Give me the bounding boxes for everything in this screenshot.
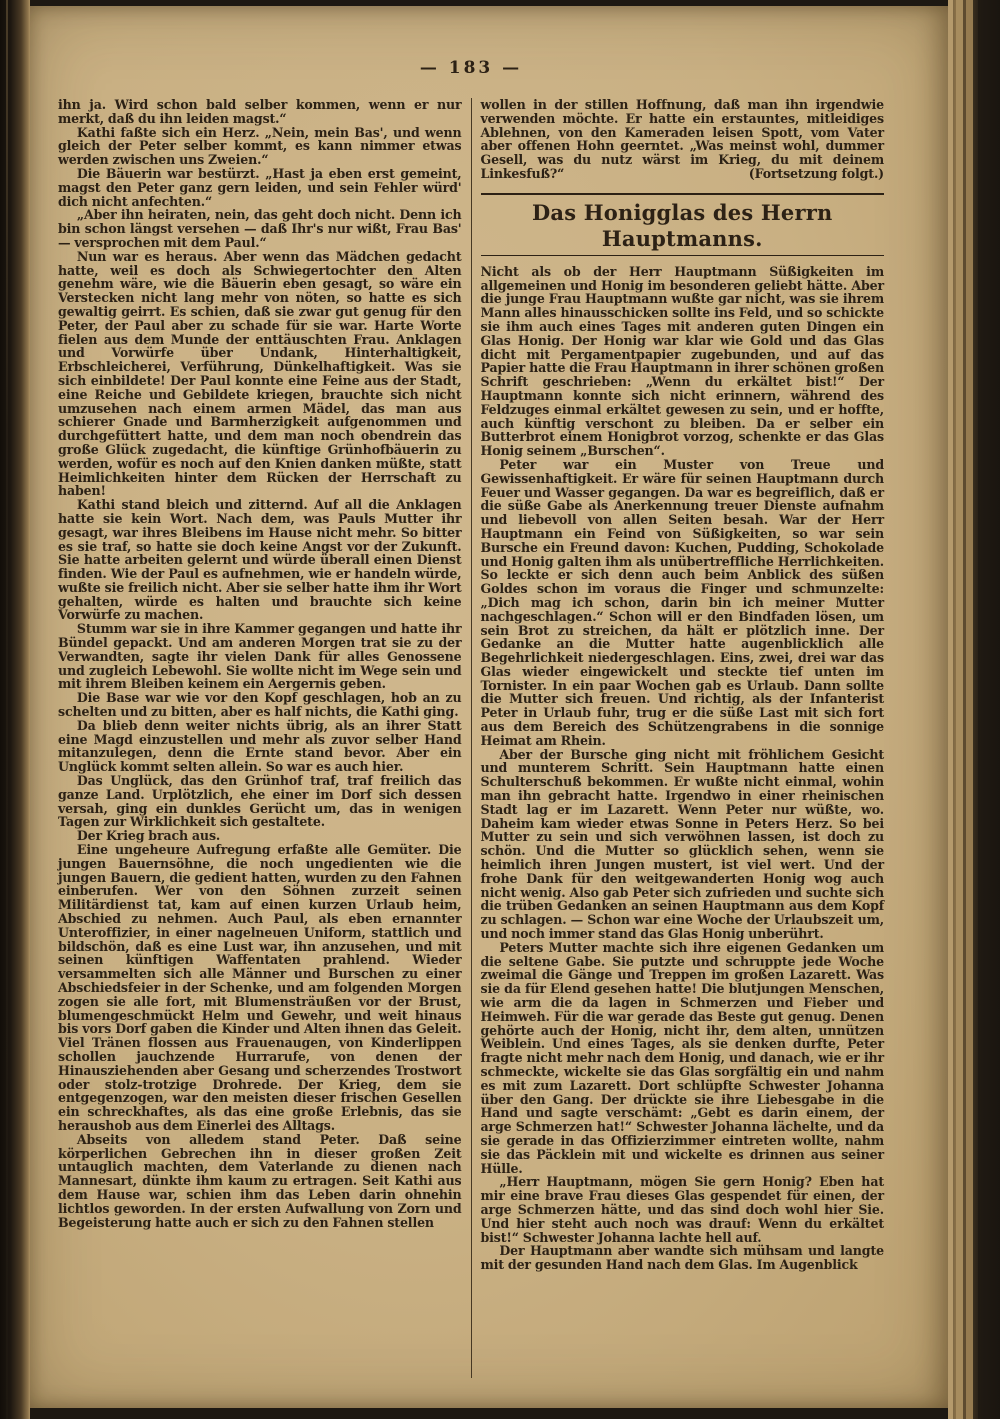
paragraph: „Aber ihn heiraten, nein, das geht doch nicht. Denn ich bin schon längst versehen — daß Ihr's nur wißt, Frau Bas' — versprochen mit dem Paul.“ [58, 207, 462, 250]
paragraph: Peter war ein Muster von Treue und Gewissenhaftigkeit. Er wäre für seinen Hauptmann durch Feuer und Wasser gegangen. Da war es begreiflich, daß er die süße Gabe als Anerkennung treuer Dienste aufnahm und liebevoll von allen Seiten besah. War der Herr Hauptmann ein Feind von Süßigkeiten, so war sein Bursche ein Freund davon: Kuchen, Pudding, Schokolade und Honig galten ihm als unübertreffliche Herrlichkeiten. So leckte er sich denn auch beim Anblick des süßen Goldes schon im voraus die Finger und schmunzelte: „Dich mag ich schon, darin bin ich meiner Mutter nachgeschlagen.“ Schon will er den Bindfaden lösen, um sein Brot zu streichen, da hält er plötzlich inne. Der Gedanke an die Mutter hatte augenblicklich alle Begehrlichkeit niedergeschlagen. Eins, zwei, drei war das Glas wieder eingewickelt und steckte tief unten im Tornister. In ein paar Wochen gab es Urlaub. Dann sollte die Mutter sich freuen. Und richtig, als der Infanterist Peter in Urlaub fuhr, trug er die süße Last mit sich fort aus dem Bereich des Schützengrabens in die sonnige Heimat am Rhein. [480, 456, 884, 748]
column-divider-rule [471, 98, 472, 1378]
paragraph: Der Krieg brach aus. [76, 828, 221, 844]
paragraph: Eine ungeheure Aufregung erfaßte alle Gemüter. Die jungen Bauernsöhne, die noch ungedienten wie die jungen Bauern, die gedient hatten, wurden zu den Fahnen einberufen. Wer von den Söhnen zurzeit seinen Militärdienst tat, kam auf einen kurzen Urlaub heim, Abschied zu nehmen. Auch Paul, als eben ernannter Unteroffizier, in einer nagelneuen Uniform, stattlich und bildschön, daß es eine Lust war, ihn anzusehen, und mit seinen künftigen Waffentaten prahlend. Wieder versammelten sich alle Männer und Burschen zu einer Abschiedsfeier in der Schenke, und am folgenden Morgen zogen sie alle fort, mit Blumensträußen vor der Brust, blumengeschmückt Helm und Gewehr, und weit hinaus bis vors Dorf gaben die Kinder und Alten ihnen das Geleit. Viel Tränen flossen aus Frauenaugen, von Kinderlippen schollen jauchzende Hurrarufe, von denen der Hinausziehenden aber Gesang und scherzendes Trostwort oder stolz-trotzige Drohrede. Der Krieg, dem sie entgegenzogen, war den meisten dieser frischen Gesellen ein schreckhaftes, als das eine große Erlebnis, das sie heraushob aus dem Einerlei des Alltags. [58, 842, 462, 1133]
heading-rule-top [481, 193, 885, 195]
paragraph: Die Base war wie vor den Kopf geschlagen, hob an zu schelten und zu bitten, aber es half nichts, die Kathi ging. [58, 690, 462, 720]
paper-sheet [28, 6, 948, 1408]
heading-rule-bottom [481, 255, 885, 256]
paragraph: Peters Mutter machte sich ihre eigenen Gedanken um die seltene Gabe. Sie putzte und schruppte jede Woche zweimal die Gänge und Treppen im großen Lazarett. Was sie da für Elend gesehen hatte! Die blutjungen Menschen, wie arm die da lagen in Schmerzen und Fieber und Heimweh. Für die war gerade das Beste gut genug. Denen gehörte auch der Honig, nicht ihr, dem alten, unnützen Weiblein. Und eines Tages, als sie denken durfte, Peter fragte nicht mehr nach dem Honig, und danach, wie er ihr schmeckte, wickelte sie das Glas sorgfältig ein und nahm es mit zum Lazarett. Dort schlüpfte Schwester Johanna über den Gang. Der drückte sie ihre Liebesgabe in die Hand und sagte verschämt: „Gebt es darin einem, der arge Schmerzen hat!“ Schwester Johanna lächelte, und da sie gerade in das Offizierzimmer eintreten wollte, nahm sie das Päcklein mit und wickelte es drinnen aus seiner Hülle. [480, 939, 884, 1176]
continuation-note: (Fortsetzung folgt.) [748, 165, 884, 181]
paragraph: Nicht als ob der Herr Hauptmann Süßigkeiten im allgemeinen und Honig im besonderen geliebt hätte. Aber die junge Frau Hauptmann wußte gar nicht, was sie ihrem Mann alles hinausschicken sollte ins Feld, und so schickte sie ihm auch eines Tages mit anderen guten Dingen ein Glas Honig. Der Honig war klar wie Gold und das Glas dicht mit Pergamentpapier zugebunden, und auf das Papier hatte die Frau Hauptmann in ihrer schönen großen Schrift geschrieben: „Wenn du erkältet bist!“ Der Hauptmann konnte sich nicht erinnern, während des Feldzuges einmal erkältet gewesen zu sein, und er hoffte, auch künftig verschont zu bleiben. Da er selber ein Butterbrot einem Honigbrot vorzog, schenkte er das Glas Honig seinem „Burschen“. [480, 263, 884, 459]
text-block [58, 98, 884, 1378]
story-two-body [481, 265, 885, 1272]
page-number: — 183 — [419, 58, 523, 78]
story-heading: Das Honigglas des Herrn Hauptmanns. [531, 199, 833, 251]
page-fore-edge-stack [948, 0, 1000, 1419]
paragraph: „Herr Hauptmann, mögen Sie gern Honig? Eben hat mir eine brave Frau dieses Glas gespendet für einen, der arge Schmerzen hätte, und das sind doch wohl hier Sie. Und hier steht auch noch was drauf: Wenn du erkältet bist!“ Schwester Johanna lachte hell auf. [480, 1174, 884, 1245]
paragraph: Stumm war sie in ihre Kammer gegangen und hatte ihr Bündel gepackt. Und am anderen Morgen trat sie zu der Verwandten, sagte ihr vielen Dank für alles Genossene und zugleich Lebewohl. Sie wollte nicht im Wege sein und mit ihrem Bleiben keinem ein Aergernis geben. [58, 621, 462, 692]
paragraph: Kathi stand bleich und zitternd. Auf all die Anklagen hatte sie kein Wort. Nach dem, was Pauls Mutter ihr gesagt, war ihres Bleibens im Hause nicht mehr. So bitter es sie traf, so hatte sie doch keine Angst vor der Zukunft. Sie hatte arbeiten gelernt und würde überall einen Dienst finden. Wie der Paul es aufnehmen, wie er handeln würde, wußte sie freilich nicht. Aber sie selber hatte ihm ihr Wort gehalten, würde es halten und brauchte sich keine Vorwürfe zu machen. [58, 497, 462, 623]
paragraph: wollen in der stillen Hoffnung, daß man ihn irgendwie verwenden möchte. Er hatte ein erstauntes, mitleidiges Ablehnen, von den Kameraden leisen Spott, vom Vater aber offenen Hohn geerntet. „Was meinst wohl, dummer Gesell, was du nutz wärst im Krieg, du mit deinem Linkesfuß?“ [480, 97, 884, 181]
two-column-layout [58, 98, 884, 1378]
paragraph: Das Unglück, das den Grünhof traf, traf freilich das ganze Land. Urplötzlich, ehe einer im Dorf sich dessen versah, ging ein dunkles Gerücht um, das in wenigen Tagen zur Wirklichkeit sich gestaltete. [58, 773, 462, 830]
paragraph: Nun war es heraus. Aber wenn das Mädchen gedacht hatte, weil es doch als Schwiegertochter den Alten genehm wäre, wie die Bäuerin eben gesagt, so wäre ein Verstecken nicht lang mehr von nöten, so hatte es sich gewaltig geirrt. Es schien, daß sie zwar gut genug für den Peter, der Paul aber zu schade für sie war. Harte Worte fielen aus dem Munde der enttäuschten Frau. Anklagen und Vorwürfe über Undank, Hinterhaltigkeit, Erbschleicherei, Verführung, Dünkelhaftigkeit. Was sie sich einbildete! Der Paul konnte eine Feine aus der Stadt, eine Reiche und Gebildete kriegen, brauchte sich nicht umzusehen nach einem armen Mädel, das man aus schierer Gnade und Barmherzigkeit aufgenommen und durchgefüttert hatte, und dem man noch obendrein das große Glück zugedacht, die künftige Grünhofbäuerin zu werden, wofür es noch auf den Knien danken müßte, statt Heimlichkeiten hinter dem Rücken der Herrschaft zu haben! [58, 248, 462, 499]
right-column [481, 98, 885, 1378]
paragraph: Die Bäuerin war bestürzt. „Hast ja eben erst gemeint, magst den Peter ganz gern leiden, und sein Fehler würd' dich nicht anfechten.“ [58, 165, 462, 209]
paragraph: Da blieb denn weiter nichts übrig, als an ihrer Statt eine Magd einzustellen und mehr als zuvor selber Hand mitanzulegen, denn die Ernte stand bevor. Aber ein Unglück kommt selten allein. So war es auch hier. [58, 717, 462, 775]
paragraph: Abseits von alledem stand Peter. Daß seine körperlichen Gebrechen ihn in dieser großen Zeit untauglich machten, dem Vaterlande zu dienen nach Mannesart, dünkte ihm kaum zu ertragen. Seit Kathi aus dem Hause war, schien ihm das Leben darin ohnehin lichtlos geworden. In der ersten Aufwallung von Zorn und Begeisterung hatte auch er sich zu den Fahnen stellen [58, 1131, 462, 1230]
paragraph: Kathi faßte sich ein Herz. „Nein, mein Bas', und wenn gleich der Peter selber kommt, es kann nimmer etwas werden zwischen uns Zweien.“ [58, 124, 462, 168]
paragraph: Aber der Bursche ging nicht mit fröhlichem Gesicht und munterem Schritt. Sein Hauptmann hatte einen Schulterschuß bekommen. Er wußte nicht einmal, wohin man ihn gebracht hatte. Irgendwo in einer rheinischen Stadt lag er im Lazarett. Wenn Peter nur wüßte, wo. Daheim kam wieder etwas Sonne in Peters Herz. So bei Mutter zu sein und sich verwöhnen lassen, ist doch zu schön. Und die Mutter so glücklich sehen, wenn sie heimlich ihren Jungen mustert, ist viel wert. Und der frohe Dank für den weitgewanderten Honig wog auch nicht wenig. Also gab Peter sich zufrieden und suchte sich die trüben Gedanken an seinen Hauptmann aus dem Kopf zu schlagen. — Schon war eine Woche der Urlaubszeit um, und noch immer stand das Glas Honig unberührt. [480, 746, 884, 942]
paragraph: ihn ja. Wird schon bald selber kommen, wenn er nur merkt, daß du ihn leiden magst.“ [58, 97, 462, 126]
left-column [58, 98, 462, 1378]
paragraph: Der Hauptmann aber wandte sich mühsam und langte mit der gesunden Hand nach dem Glas. Im Augenblick [480, 1243, 884, 1273]
spine-page-edge-line [6, 0, 8, 1419]
book-spine-shadow [0, 0, 30, 1419]
